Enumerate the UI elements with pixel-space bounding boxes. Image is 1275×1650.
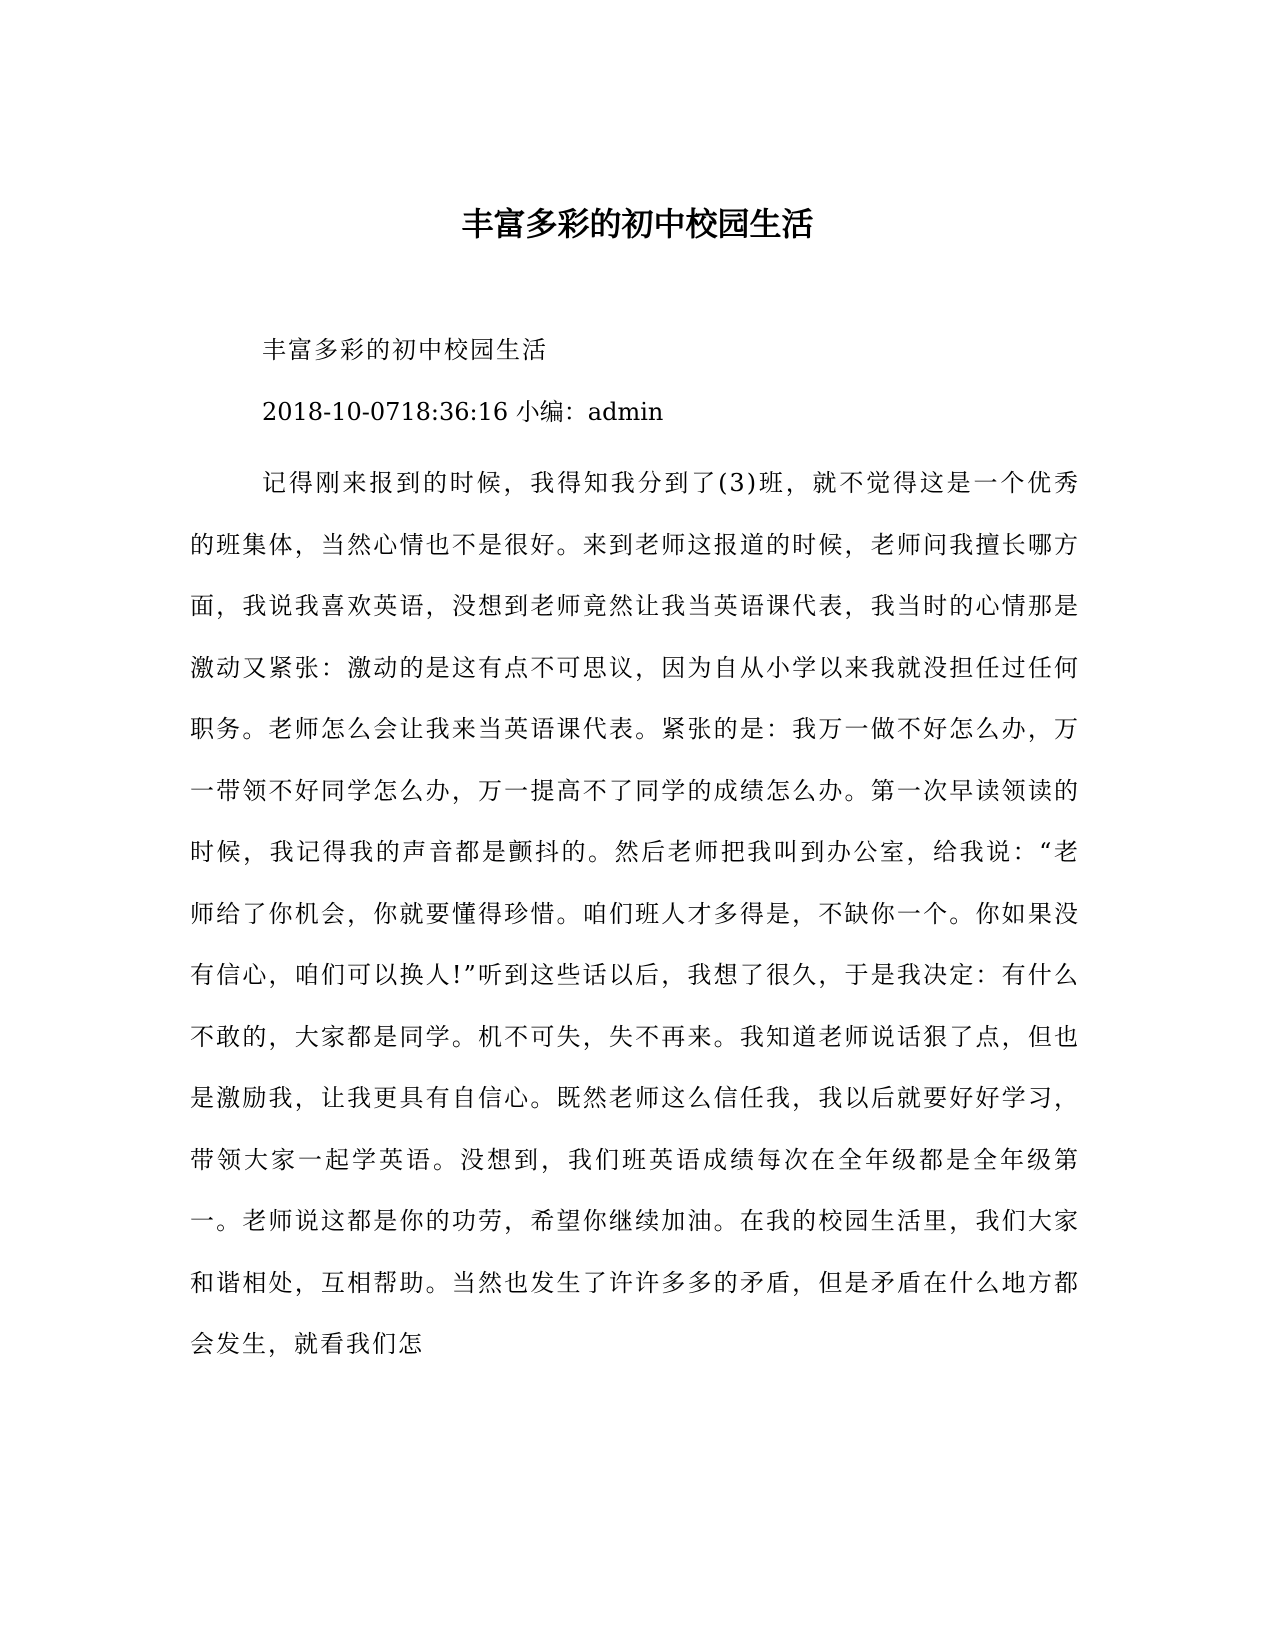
article-meta: 2018-10-0718:36:16 小编：admin xyxy=(262,398,664,426)
article-paragraph: 记得刚来报到的时候，我得知我分到了(3)班，就不觉得这是一个优秀的班集体，当然心情也不是很好。来到老师这报道的时候，老师问我擅长哪方面，我说我喜欢英语，没想到老师竟然让我当英语课代表，我当时的心情那是激动又紧张：激动的是这有点不可思议，因为自从小学以来我就没担任过任何职务。老师怎么会让我来当英语课代表。紧张的是：我万一做不好怎么办，万一带领不好同学怎么办，万一提高不了同学的成绩怎么办。第一次早读领读的时候，我记得我的声音都是颤抖的。然后老师把我叫到办公室，给我说：“老师给了你机会，你就要懂得珍惜。咱们班人才多得是，不缺你一个。你如果没有信心，咱们可以换人!”听到这些话以后，我想了很久，于是我决定：有什么不敢的，大家都是同学。机不可失，失不再来。我知道老师说话狠了点，但也是激励我，让我更具有自信心。既然老师这么信任我，我以后就要好好学习，带领大家一起学英语。没想到，我们班英语成绩每次在全年级都是全年级第一。老师说这都是你的功劳，希望你继续加油。在我的校园生活里，我们大家和谐相处，互相帮助。当然也发生了许许多多的矛盾，但是矛盾在什么地方都会发生，就看我们怎 xyxy=(190,469,1080,1358)
document-title: 丰富多彩的初中校园生活 xyxy=(461,205,814,243)
article-subtitle: 丰富多彩的初中校园生活 xyxy=(262,336,548,364)
